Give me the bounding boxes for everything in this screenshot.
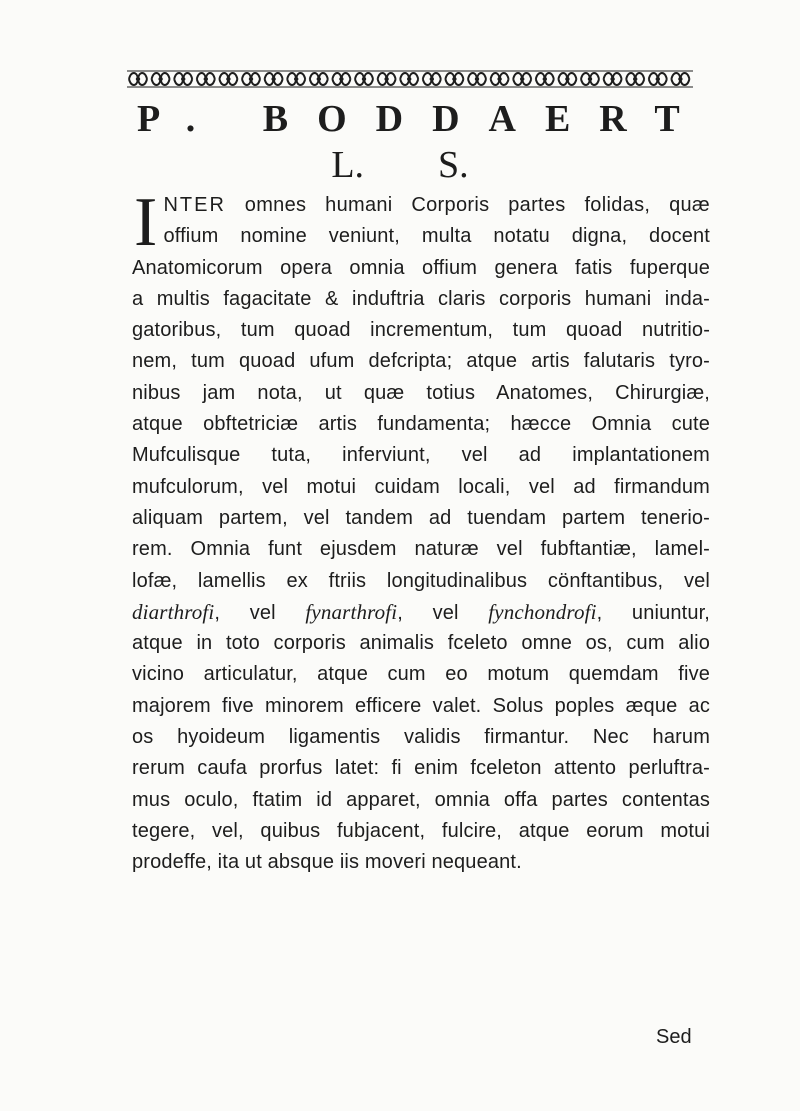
term-synarthrosis: fynarthrofi [305, 599, 398, 624]
text-line: nem, tum quoad ufum defcripta; atque artis falutaris tyro- [132, 350, 710, 373]
decorative-ornament-band [127, 70, 693, 88]
text-line: nibus jam nota, ut quæ totius Anatomes, Chirurgiæ, [132, 381, 710, 404]
ornament-unit [332, 73, 350, 85]
body-paragraph [132, 184, 710, 879]
text-line: aliquam partem, vel tandem ad tuendam partem tenerio- [132, 506, 710, 529]
text-line: prodeffe, ita ut absque iis moveri nequeant. [132, 851, 522, 874]
line-text: , uniuntur, [596, 601, 710, 624]
text-line: vicino articulatur, atque cum eo motum quemdam five [132, 663, 710, 686]
salutation-heading [0, 146, 800, 184]
term-synchondrosis: fynchondrofi [488, 599, 597, 624]
text-line: offium nomine veniunt, multa notatu digna, docent [163, 225, 710, 248]
text-line: gatoribus, tum quoad incrementum, tum quoad nutritio- [132, 319, 710, 342]
text-line: Anatomicorum opera omnia offium genera fatis fuperque [132, 256, 710, 279]
ornament-unit [355, 73, 373, 85]
text-line: os hyoideum ligamentis validis firmantur. Nec harum [132, 726, 710, 749]
ornament-unit [558, 73, 576, 85]
ornament-unit [513, 73, 531, 85]
ornament-unit [129, 73, 147, 85]
ornament-unit [265, 73, 283, 85]
ornament-unit [242, 73, 260, 85]
text-line: rerum caufa prorfus latet: fi enim fceleton attento perluftra- [132, 757, 710, 780]
ornament-unit [423, 73, 441, 85]
line-text: omnes humani Corporis partes folidas, quæ [225, 194, 710, 216]
text-line: mufculorum, vel motui cuidam locali, vel ad firmandum [132, 475, 710, 498]
ornament-unit [649, 73, 667, 85]
text-line: atque obftetriciæ artis fundamenta; hæcce Omnia cute [132, 413, 710, 436]
ornament-unit [536, 73, 554, 85]
separator: , vel [214, 601, 306, 624]
ornament-unit [197, 73, 215, 85]
ornament-unit [491, 73, 509, 85]
text-line [163, 190, 710, 221]
text-line-with-terms [132, 597, 710, 628]
ornament-unit [468, 73, 486, 85]
ornament-unit [152, 73, 170, 85]
term-diarthrosis: diarthrofi [132, 599, 215, 624]
ornament-unit [378, 73, 396, 85]
ornament-unit [174, 73, 192, 85]
ornament-unit [287, 73, 305, 85]
ornament-unit [219, 73, 237, 85]
text-line: a multis fagacitate & induftria claris corporis humani inda- [132, 287, 710, 310]
ornament-unit [626, 73, 644, 85]
catchword: Sed [656, 1026, 692, 1048]
text-line: mus oculo, ftatim id apparet, omnia offa partes contentas [132, 788, 710, 811]
text-line: atque in toto corporis animalis fceleto omne os, cum alio [132, 632, 710, 655]
text-line: tegere, vel, quibus fubjacent, fulcire, atque eorum motui [132, 819, 710, 842]
ornament-unit [581, 73, 599, 85]
ornament-unit [671, 73, 689, 85]
ornament-unit [400, 73, 418, 85]
text-line: majorem five minorem efficere valet. Solus poples æque ac [132, 694, 710, 717]
separator: , vel [397, 601, 489, 624]
ornament-unit [604, 73, 622, 85]
first-word: NTER [163, 194, 226, 216]
text-line: Mufculisque tuta, inferviunt, vel ad implantationem [132, 444, 710, 467]
ornament-unit [310, 73, 328, 85]
text-line: rem. Omnia funt ejusdem naturæ vel fubftantiæ, lamel- [132, 538, 710, 561]
author-heading: P. BODDAERT [137, 98, 709, 140]
ornament-unit [445, 73, 463, 85]
drop-cap: I [134, 184, 158, 261]
salutation-left: L. [331, 144, 365, 186]
text-line: lofæ, lamellis ex ftriis longitudinalibus cönftantibus, vel [132, 569, 710, 592]
salutation-right: S. [438, 144, 469, 186]
